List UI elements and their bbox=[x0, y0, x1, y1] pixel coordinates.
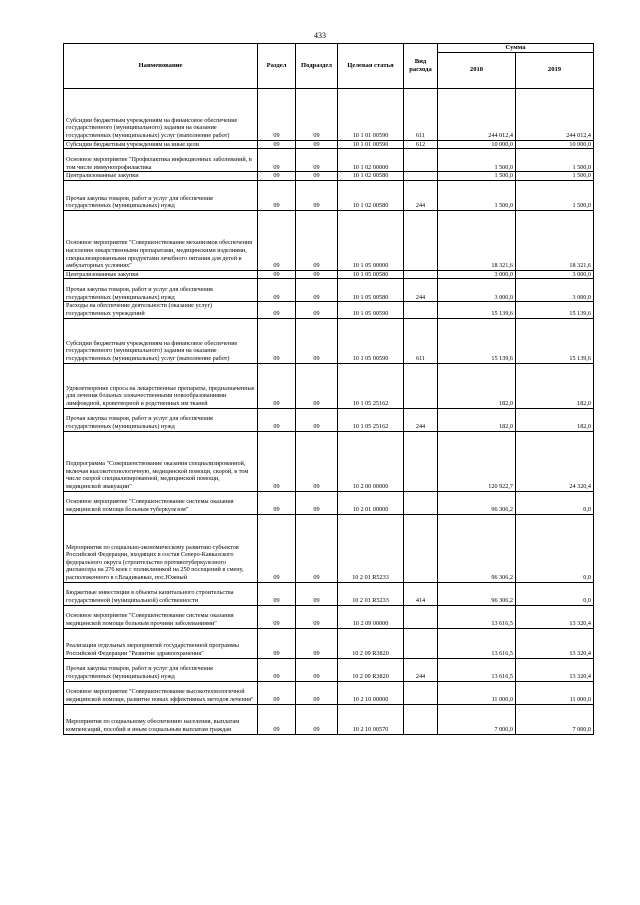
row-section-cell: 09 bbox=[258, 210, 296, 270]
table-row bbox=[64, 279, 594, 302]
table-row bbox=[64, 140, 594, 149]
row-expense-type-cell: 612 bbox=[404, 140, 438, 149]
row-sum-2019-cell: 10 000,0 bbox=[516, 140, 594, 149]
row-target-cell: 10 1 05 00580 bbox=[338, 279, 404, 302]
row-name-cell: Субсидии бюджетным учреждениям на финансовое обеспечение государственного (муниципального) задания на оказание государственных (муниципальных) услуг (выполнение работ) bbox=[64, 318, 258, 363]
page-number: 433 bbox=[314, 31, 326, 40]
row-name-cell: Основное мероприятие "Совершенствование высокотехнологичной медицинской помощи, развитие новых эффективных методов лечения" bbox=[64, 681, 258, 704]
budget-table bbox=[63, 43, 594, 735]
table-row bbox=[64, 431, 594, 491]
row-sum-2018-cell: 11 000,0 bbox=[438, 681, 516, 704]
row-subsection-cell: 09 bbox=[296, 408, 338, 431]
table-row bbox=[64, 681, 594, 704]
row-sum-2018-cell: 13 616,5 bbox=[438, 605, 516, 628]
row-sum-2019-cell: 0,0 bbox=[516, 582, 594, 605]
row-sum-2019-cell: 13 320,4 bbox=[516, 658, 594, 681]
row-target-cell: 10 1 05 00000 bbox=[338, 210, 404, 270]
row-name-cell: Мероприятия по социально-экономическому развитию субъектов Российской Федерации, входящих в состав Северо-Кавказского федерального округа (строительство противотуберкулезного диспансера на 276 коек с поликлиникой на 250 посещений в смену, расположенного в г.Владикавказ, пос.Южный bbox=[64, 514, 258, 582]
row-sum-2018-cell: 15 139,6 bbox=[438, 318, 516, 363]
row-name-cell: Мероприятия по социальному обеспечению населения, выплатам компенсаций, пособий и иным социальным выплатам граждан bbox=[64, 704, 258, 734]
row-sum-2018-cell: 7 000,0 bbox=[438, 704, 516, 734]
row-sum-2019-cell: 13 320,4 bbox=[516, 628, 594, 658]
row-subsection-cell: 09 bbox=[296, 140, 338, 149]
row-section-cell: 09 bbox=[258, 149, 296, 172]
row-expense-type-cell: 611 bbox=[404, 88, 438, 140]
row-sum-2019-cell: 0,0 bbox=[516, 491, 594, 514]
header-name: Наименование bbox=[64, 44, 258, 89]
row-name-cell: Прочая закупка товаров, работ и услуг для обеспечения государственных (муниципальных) нужд bbox=[64, 279, 258, 302]
row-sum-2018-cell: 13 616,5 bbox=[438, 628, 516, 658]
row-section-cell: 09 bbox=[258, 318, 296, 363]
row-name-cell: Прочая закупка товаров, работ и услуг для обеспечения государственных (муниципальных) нужд bbox=[64, 180, 258, 210]
header-year-2019: 2019 bbox=[516, 52, 594, 88]
row-target-cell: 10 2 09 00000 bbox=[338, 605, 404, 628]
row-sum-2019-cell: 1 500,0 bbox=[516, 180, 594, 210]
row-section-cell: 09 bbox=[258, 491, 296, 514]
row-name-cell: Основное мероприятие "Совершенствование системы оказания медицинской помощи больным прочими заболеваниями" bbox=[64, 605, 258, 628]
row-sum-2019-cell: 3 000,0 bbox=[516, 270, 594, 279]
row-target-cell: 10 2 10 00000 bbox=[338, 681, 404, 704]
row-section-cell: 09 bbox=[258, 88, 296, 140]
row-expense-type-cell bbox=[404, 491, 438, 514]
table-row bbox=[64, 363, 594, 408]
row-target-cell: 10 2 01 R5233 bbox=[338, 514, 404, 582]
header-target: Целевая статья bbox=[338, 44, 404, 89]
header-subsection: Подраздел bbox=[296, 44, 338, 89]
row-expense-type-cell: 244 bbox=[404, 279, 438, 302]
row-sum-2019-cell: 182,0 bbox=[516, 363, 594, 408]
row-sum-2018-cell: 15 139,6 bbox=[438, 302, 516, 318]
row-section-cell: 09 bbox=[258, 681, 296, 704]
row-name-cell: Централизованные закупки bbox=[64, 172, 258, 181]
row-sum-2018-cell: 13 616,5 bbox=[438, 658, 516, 681]
row-subsection-cell: 09 bbox=[296, 279, 338, 302]
row-section-cell: 09 bbox=[258, 363, 296, 408]
row-name-cell: Бюджетные инвестиции в объекты капитального строительства государственной (муниципальной) собственности bbox=[64, 582, 258, 605]
row-expense-type-cell bbox=[404, 270, 438, 279]
row-expense-type-cell bbox=[404, 431, 438, 491]
row-sum-2019-cell: 0,0 bbox=[516, 514, 594, 582]
row-sum-2018-cell: 1 500,0 bbox=[438, 149, 516, 172]
table-row bbox=[64, 582, 594, 605]
row-target-cell: 10 1 02 00580 bbox=[338, 180, 404, 210]
row-sum-2019-cell: 182,0 bbox=[516, 408, 594, 431]
row-name-cell: Субсидии бюджетным учреждениям на финансовое обеспечение государственного (муниципального) задания на оказание государственных (муниципальных) услуг (выполнение работ) bbox=[64, 88, 258, 140]
table-row bbox=[64, 514, 594, 582]
row-expense-type-cell bbox=[404, 514, 438, 582]
row-name-cell: Реализация отдельных мероприятий государственной программы Российской Федерации "Развитие здравоохранения" bbox=[64, 628, 258, 658]
table-row bbox=[64, 628, 594, 658]
row-sum-2019-cell: 1 500,0 bbox=[516, 149, 594, 172]
row-subsection-cell: 09 bbox=[296, 318, 338, 363]
row-expense-type-cell: 244 bbox=[404, 180, 438, 210]
row-expense-type-cell: 244 bbox=[404, 658, 438, 681]
row-section-cell: 09 bbox=[258, 302, 296, 318]
row-sum-2018-cell: 96 306,2 bbox=[438, 582, 516, 605]
row-target-cell: 10 2 09 R3820 bbox=[338, 628, 404, 658]
row-target-cell: 10 1 05 00580 bbox=[338, 270, 404, 279]
row-section-cell: 09 bbox=[258, 172, 296, 181]
row-sum-2018-cell: 96 306,2 bbox=[438, 491, 516, 514]
row-subsection-cell: 09 bbox=[296, 681, 338, 704]
row-subsection-cell: 09 bbox=[296, 302, 338, 318]
row-expense-type-cell: 414 bbox=[404, 582, 438, 605]
row-sum-2019-cell: 18 321,6 bbox=[516, 210, 594, 270]
table-row bbox=[64, 408, 594, 431]
row-subsection-cell: 09 bbox=[296, 605, 338, 628]
header-sum: Сумма bbox=[438, 44, 594, 53]
row-sum-2018-cell: 3 000,0 bbox=[438, 270, 516, 279]
row-sum-2019-cell: 15 139,6 bbox=[516, 318, 594, 363]
row-subsection-cell: 09 bbox=[296, 658, 338, 681]
row-sum-2019-cell: 15 139,6 bbox=[516, 302, 594, 318]
row-section-cell: 09 bbox=[258, 408, 296, 431]
row-expense-type-cell bbox=[404, 628, 438, 658]
row-sum-2019-cell: 244 012,4 bbox=[516, 88, 594, 140]
row-sum-2019-cell: 1 500,0 bbox=[516, 172, 594, 181]
row-target-cell: 10 1 02 00000 bbox=[338, 149, 404, 172]
row-sum-2019-cell: 7 000,0 bbox=[516, 704, 594, 734]
header-section: Раздел bbox=[258, 44, 296, 89]
row-section-cell: 09 bbox=[258, 270, 296, 279]
row-subsection-cell: 09 bbox=[296, 180, 338, 210]
table-row bbox=[64, 180, 594, 210]
row-section-cell: 09 bbox=[258, 628, 296, 658]
row-sum-2018-cell: 96 306,2 bbox=[438, 514, 516, 582]
row-section-cell: 09 bbox=[258, 431, 296, 491]
row-subsection-cell: 09 bbox=[296, 491, 338, 514]
row-expense-type-cell bbox=[404, 363, 438, 408]
row-target-cell: 10 2 01 R5233 bbox=[338, 582, 404, 605]
row-sum-2018-cell: 18 321,6 bbox=[438, 210, 516, 270]
row-subsection-cell: 09 bbox=[296, 270, 338, 279]
row-section-cell: 09 bbox=[258, 514, 296, 582]
row-name-cell: Расходы на обеспечение деятельности (оказание услуг) государственных учреждений bbox=[64, 302, 258, 318]
row-sum-2019-cell: 3 000,0 bbox=[516, 279, 594, 302]
row-section-cell: 09 bbox=[258, 658, 296, 681]
row-sum-2018-cell: 10 000,0 bbox=[438, 140, 516, 149]
row-section-cell: 09 bbox=[258, 140, 296, 149]
row-expense-type-cell bbox=[404, 605, 438, 628]
row-target-cell: 10 2 01 00000 bbox=[338, 491, 404, 514]
row-subsection-cell: 09 bbox=[296, 431, 338, 491]
row-name-cell: Прочая закупка товаров, работ и услуг для обеспечения государственных (муниципальных) нужд bbox=[64, 658, 258, 681]
row-name-cell: Прочая закупка товаров, работ и услуг для обеспечения государственных (муниципальных) нужд bbox=[64, 408, 258, 431]
row-subsection-cell: 09 bbox=[296, 514, 338, 582]
row-target-cell: 10 1 05 25162 bbox=[338, 363, 404, 408]
row-subsection-cell: 09 bbox=[296, 210, 338, 270]
row-target-cell: 10 1 01 00590 bbox=[338, 140, 404, 149]
row-expense-type-cell bbox=[404, 302, 438, 318]
table-row bbox=[64, 491, 594, 514]
row-section-cell: 09 bbox=[258, 180, 296, 210]
row-name-cell: Удовлетворение спроса на лекарственные препараты, предназначенные для лечения больных злокачественными новообразованиями лимфоидной, кроветворной и родственных им тканей bbox=[64, 363, 258, 408]
row-expense-type-cell bbox=[404, 149, 438, 172]
row-subsection-cell: 09 bbox=[296, 88, 338, 140]
row-section-cell: 09 bbox=[258, 582, 296, 605]
table-row bbox=[64, 704, 594, 734]
row-target-cell: 10 1 05 00590 bbox=[338, 318, 404, 363]
row-expense-type-cell: 244 bbox=[404, 408, 438, 431]
row-expense-type-cell bbox=[404, 172, 438, 181]
table-row bbox=[64, 605, 594, 628]
row-subsection-cell: 09 bbox=[296, 149, 338, 172]
table-row bbox=[64, 302, 594, 318]
table-row bbox=[64, 88, 594, 140]
row-subsection-cell: 09 bbox=[296, 704, 338, 734]
row-sum-2018-cell: 182,0 bbox=[438, 363, 516, 408]
row-sum-2018-cell: 1 500,0 bbox=[438, 172, 516, 181]
row-expense-type-cell bbox=[404, 704, 438, 734]
row-sum-2019-cell: 24 320,4 bbox=[516, 431, 594, 491]
row-subsection-cell: 09 bbox=[296, 172, 338, 181]
row-subsection-cell: 09 bbox=[296, 628, 338, 658]
row-name-cell: Основное мероприятие "Профилактика инфекционных заболеваний, в том числе иммунопрофилактика bbox=[64, 149, 258, 172]
row-target-cell: 10 1 05 00590 bbox=[338, 302, 404, 318]
row-target-cell: 10 1 02 00580 bbox=[338, 172, 404, 181]
row-target-cell: 10 1 01 00590 bbox=[338, 88, 404, 140]
row-subsection-cell: 09 bbox=[296, 582, 338, 605]
table-row bbox=[64, 210, 594, 270]
row-section-cell: 09 bbox=[258, 279, 296, 302]
table-row bbox=[64, 172, 594, 181]
row-name-cell: Основное мероприятие "Совершенствование системы оказания медицинской помощи больным туберкулезом" bbox=[64, 491, 258, 514]
row-sum-2018-cell: 1 500,0 bbox=[438, 180, 516, 210]
header-expense-type: Вид расхода bbox=[404, 44, 438, 89]
row-section-cell: 09 bbox=[258, 605, 296, 628]
row-sum-2018-cell: 120 922,7 bbox=[438, 431, 516, 491]
row-expense-type-cell bbox=[404, 681, 438, 704]
row-target-cell: 10 2 10 00570 bbox=[338, 704, 404, 734]
table-row bbox=[64, 658, 594, 681]
row-sum-2018-cell: 3 000,0 bbox=[438, 279, 516, 302]
table-body bbox=[64, 88, 594, 734]
row-expense-type-cell: 611 bbox=[404, 318, 438, 363]
row-subsection-cell: 09 bbox=[296, 363, 338, 408]
row-name-cell: Основное мероприятие "Совершенствование механизмов обеспечения населения лекарственными препаратами, медицинскими изделиями, специализированными продуктами лечебного питания для детей в амбулаторных условиях" bbox=[64, 210, 258, 270]
row-name-cell: Субсидии бюджетным учреждениям на иные цели bbox=[64, 140, 258, 149]
row-expense-type-cell bbox=[404, 210, 438, 270]
row-target-cell: 10 2 00 00000 bbox=[338, 431, 404, 491]
row-sum-2018-cell: 182,0 bbox=[438, 408, 516, 431]
table-row bbox=[64, 149, 594, 172]
row-target-cell: 10 2 09 R3820 bbox=[338, 658, 404, 681]
table-row bbox=[64, 318, 594, 363]
row-target-cell: 10 1 05 25162 bbox=[338, 408, 404, 431]
row-section-cell: 09 bbox=[258, 704, 296, 734]
row-sum-2019-cell: 11 000,0 bbox=[516, 681, 594, 704]
row-name-cell: Подпрограмма "Совершенствование оказания специализированной, включая высокотехнологичную, медицинской помощи, скорой, в том числе скорой специализированной, медицинской помощи, медицинской эвакуации" bbox=[64, 431, 258, 491]
header-year-2018: 2018 bbox=[438, 52, 516, 88]
row-name-cell: Централизованные закупки bbox=[64, 270, 258, 279]
row-sum-2019-cell: 13 320,4 bbox=[516, 605, 594, 628]
row-sum-2018-cell: 244 012,4 bbox=[438, 88, 516, 140]
table-row bbox=[64, 270, 594, 279]
